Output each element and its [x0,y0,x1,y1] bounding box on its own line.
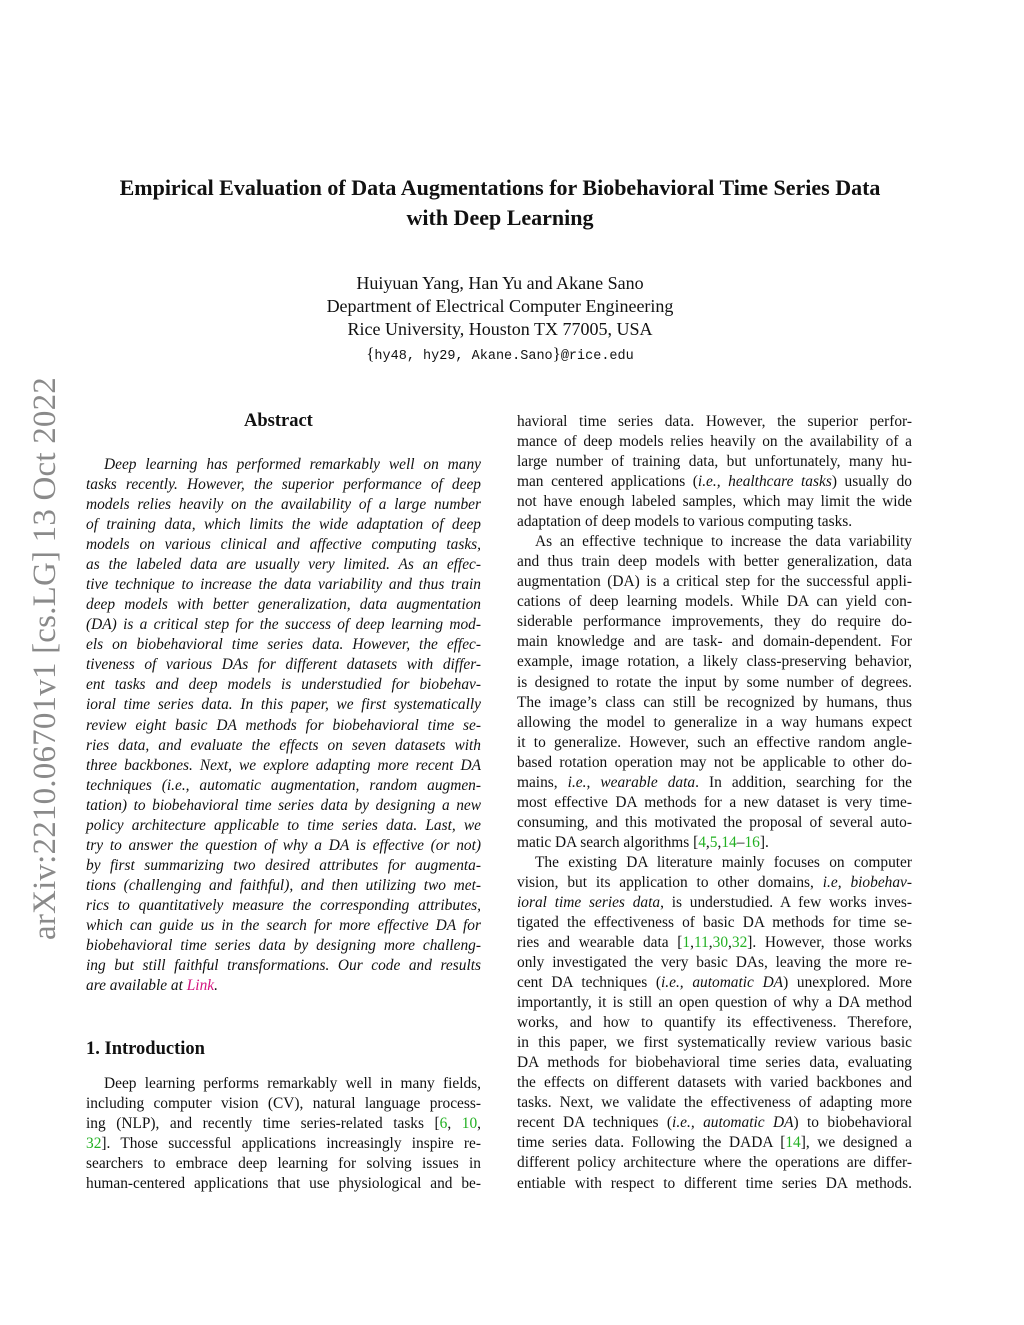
text-span: techniques (i.e., automatic augmentation, random augmen- [86,776,481,794]
text-span: try to answer the question of why a DA is effective (or not) [86,836,481,854]
text-line [517,572,912,592]
text-line [86,896,481,916]
text-line [517,673,912,693]
text-span: importantly, it is still an open question of why a DA method [517,994,912,1012]
citation-link[interactable]: 14 [721,833,737,851]
text-line [86,455,481,475]
text-line [86,595,481,615]
text-span: The existing DA literature mainly focuses on computer [535,853,912,871]
address: Rice University, Houston TX 77005, USA [347,319,653,339]
text-line [86,1174,481,1194]
text-span: tation) to biobehavioral time series data by designing a new [86,796,481,814]
text-span: not have enough labeled samples, which may limit the wide [517,493,912,511]
email-names: hy48, hy29, Akane.Sano [374,349,553,364]
text-span: biobehavioral time series data by designing more challeng- [86,936,481,954]
text-line [517,753,912,773]
text-span: vision, but its application to other domains, [517,873,823,891]
text-line [517,552,912,572]
text-span: ) unexplored. More [783,974,912,992]
text-span: mance of deep models relies heavily on the availability of a [517,433,912,451]
text-span: i.e, biobehav- [822,873,912,891]
authors: Huiyuan Yang, Han Yu and Akane Sano [356,273,644,293]
text-line [517,913,912,933]
text-line [86,615,481,635]
text-line [517,592,912,612]
citation-link[interactable]: 30 [712,934,729,952]
text-line [86,836,481,856]
text-line [517,432,912,452]
text-span: , is understudied. A few works inves- [660,893,912,911]
text-span: ing but still faithful transformations. Our code and results [86,957,481,974]
citation-link[interactable]: 16 [744,833,760,851]
text-span: The image’s class can still be recognized by humans, thus [517,693,912,711]
text-span: man centered applications ( [517,473,698,491]
text-span: ing (NLP), and recently time series-related tasks [ [86,1115,440,1133]
text-line [517,1113,912,1133]
text-span: – [736,833,745,851]
text-line [517,1073,912,1093]
text-span: tasks recently. However, the superior performance of deep [86,476,481,494]
text-span: , [705,833,710,851]
text-span: adaptation of deep models to various computing tasks. [517,513,853,531]
text-span: models on various clinical and affective computing tasks, [86,536,481,554]
text-span: large number of training data, but unfortunately, many hu- [517,453,912,471]
text-line [86,856,481,876]
text-span: Deep learning performs remarkably well in many fields, [104,1075,481,1092]
text-line [86,1074,481,1094]
paper-title-line-2: with Deep Learning [406,205,594,230]
text-span: and thus train deep models with better generalization, data [517,553,912,571]
text-span: , [447,1115,462,1133]
text-line [86,1134,481,1154]
text-line [517,1013,912,1033]
text-line [86,515,481,535]
text-line [517,793,912,813]
text-line [517,1093,912,1113]
text-span: ioral time series data. In this paper, we first systematically [86,696,481,714]
text-span: the effects on different datasets with varied backbones and [517,1074,912,1092]
affiliation: Department of Electrical Computer Engineering [326,296,674,316]
text-span: Deep learning has performed remarkably well on many [104,456,481,473]
text-span: i.e., automatic DA [672,1114,794,1132]
text-span: main knowledge and are task- and domain-dependent. For [517,633,912,651]
text-line [86,756,481,776]
text-span: DA methods for biobehavioral time series data, evaluating [517,1054,912,1072]
text-span: siderable performance improvements, they do require do- [517,613,912,631]
text-span: three backbones. Next, we explore adapting more recent DA [86,756,481,774]
citation-link[interactable]: 14 [785,1134,801,1152]
text-span: ent tasks and deep models is understudied for biobehav- [86,676,481,694]
text-line [517,532,912,552]
text-span: by first summarizing two desired attributes for augmenta- [86,856,481,874]
text-line [517,1033,912,1053]
text-line [86,876,481,896]
text-line [517,1174,912,1194]
text-line [517,612,912,632]
text-span: ]. However, those works [747,934,912,952]
author-emails [0,344,1000,364]
text-span: models relies heavily on the availability of a large number [86,496,481,514]
text-span: in this paper, we first systematically review various basic [517,1034,912,1052]
text-span: tive technique to increase the data variability and thus train [86,576,481,594]
text-span: searchers to embrace deep learning for solving issues in [86,1155,481,1173]
text-line [86,976,481,996]
text-line [517,813,912,833]
text-line [517,953,912,973]
text-span: deep models with better generalization, data augmentation [86,596,481,614]
text-line [86,475,481,495]
text-line [517,632,912,652]
text-line [517,973,912,993]
text-line [517,873,912,893]
citation-link[interactable]: 32 [731,934,748,952]
text-span: , [717,833,722,851]
text-line [517,652,912,672]
text-span: tiveness of various DAs for different datasets with differ- [86,656,481,674]
text-span: most effective DA methods for a new dataset is very time- [517,793,912,811]
text-line [517,412,912,432]
text-line [517,452,912,472]
arxiv-identifier-sidebar: arXiv:2210.06701v1 [cs.LG] 13 Oct 2022 [27,376,63,940]
text-span: consuming, and this motivated the proposal of several auto- [517,813,912,831]
text-line [517,853,912,873]
citation-link[interactable]: 11 [693,934,709,952]
text-span: ) usually do [831,473,912,491]
paper-title-line-1: Empirical Evaluation of Data Augmentations for Biobehavioral Time Series Data [119,175,881,200]
text-span: ]. [759,833,769,851]
text-span: cations of deep learning models. While DA can yield con- [517,593,912,611]
text-line [517,512,912,532]
citation-link[interactable]: 10 [461,1115,478,1133]
text-span: ioral time series data [517,893,661,911]
text-span: as the labeled data are usually very limited. As an effec- [86,556,481,574]
text-span: . [214,977,218,995]
text-span: time series data. Following the DADA [ [517,1134,786,1152]
text-span: cent DA techniques ( [517,974,661,992]
text-line [86,1094,481,1114]
text-span: ]. Those successful applications increasingly inspire re- [101,1135,481,1153]
text-span: only investigated the very basic DAs, leaving the more re- [517,954,912,972]
text-line [517,1153,912,1173]
text-line [517,1053,912,1073]
email-domain: @rice.edu [560,349,634,364]
abstract-heading: Abstract [244,411,313,431]
text-line [517,472,912,492]
text-span: ], we designed a [800,1134,912,1152]
text-span: (DA) is a critical step for the success of deep learning mod- [86,616,481,634]
text-span: based rotation operation may not be applicable to other do- [517,753,912,771]
text-span: As an effective technique to increase the data variability [535,533,912,551]
text-span: , [690,934,694,952]
text-span: tions (challenging and faithful), and then utilizing two met- [86,876,481,894]
text-span: i.e., automatic DA [661,974,784,992]
text-span: , [708,934,713,952]
text-line [86,816,481,836]
text-span: example, image rotation, a likely class-preserving behavior, [517,653,912,671]
citation-link[interactable]: 4 [698,833,706,851]
citation-link[interactable]: 6 [439,1115,448,1133]
text-span: review eight basic DA methods for biobehavioral time se- [86,716,481,734]
text-span: i.e., wearable data [567,773,696,791]
text-span: , [728,934,732,952]
text-line [86,936,481,956]
text-line [517,773,912,793]
text-span: ries and wearable data [ [517,934,683,952]
text-line [517,693,912,713]
text-span: works, and how to quantify its effectiveness. Therefore, [517,1014,912,1032]
text-span: ) to biobehavioral [793,1114,912,1132]
text-line [86,956,481,976]
text-line [86,1154,481,1174]
text-line [86,1114,481,1134]
text-span: rics to quantitatively measure the corresponding attributes, [86,896,481,914]
brace-open: { [366,344,375,363]
text-span: different policy architecture where the operations are differ- [517,1154,912,1172]
text-span: tigated the effectiveness of basic DA methods for time se- [517,914,912,931]
text-span: of training data, which limits the wide adaptation of deep [86,516,481,534]
brace-close: } [552,344,561,363]
text-line [517,933,912,953]
text-line [517,893,912,913]
text-span: . In addition, searching for the [695,773,912,791]
text-line [517,993,912,1013]
text-span: mains, [517,773,568,791]
text-span: which can guide us in the search for more effective DA for [86,916,481,934]
text-span: entiable with respect to different time series DA methods. [517,1174,912,1192]
text-line [517,733,912,753]
text-span: are available at [86,977,187,995]
text-span: ries data, and evaluate the effects on seven datasets with [86,736,481,754]
text-line [86,776,481,796]
citation-link[interactable]: 1 [682,934,691,952]
text-span: i.e., healthcare tasks [697,473,832,491]
text-line [86,916,481,936]
citation-link[interactable]: 5 [709,833,718,851]
introduction-heading: 1. Introduction [86,1039,205,1059]
text-line [86,555,481,575]
text-span: recent DA techniques ( [517,1114,673,1132]
text-span: is designed to rotate the input by some number of degrees. [517,673,912,691]
text-span: havioral time series data. However, the superior perfor- [517,413,912,430]
text-line [517,1133,912,1153]
text-span: human-centered applications that use physiological and be- [86,1175,481,1193]
text-line [517,833,912,853]
text-span: els on biobehavioral time series data. However, the effec- [86,636,481,654]
text-line [86,796,481,816]
text-span: it to generalize. However, such an effective random angle- [517,733,912,751]
text-line [86,635,481,655]
text-span: , [477,1115,481,1133]
text-line [86,675,481,695]
text-span: allowing the model to generalize in a way humans expect [517,713,912,731]
text-line [86,535,481,555]
text-line [517,492,912,512]
text-line [86,575,481,595]
text-line [86,695,481,715]
code-link[interactable]: Link [186,977,215,995]
text-line [86,655,481,675]
text-line [517,713,912,733]
text-span: including computer vision (CV), natural language process- [86,1095,481,1113]
text-span: matic DA search algorithms [ [517,833,699,851]
text-span: augmentation (DA) is a critical step for the successful appli- [517,573,912,591]
text-line [86,736,481,756]
text-line [86,716,481,736]
citation-link[interactable]: 32 [86,1135,102,1153]
text-span: tasks. Next, we validate the effectiveness of adapting more [517,1094,912,1112]
text-line [86,495,481,515]
text-span: policy architecture applicable to time series data. Last, we [86,816,481,834]
